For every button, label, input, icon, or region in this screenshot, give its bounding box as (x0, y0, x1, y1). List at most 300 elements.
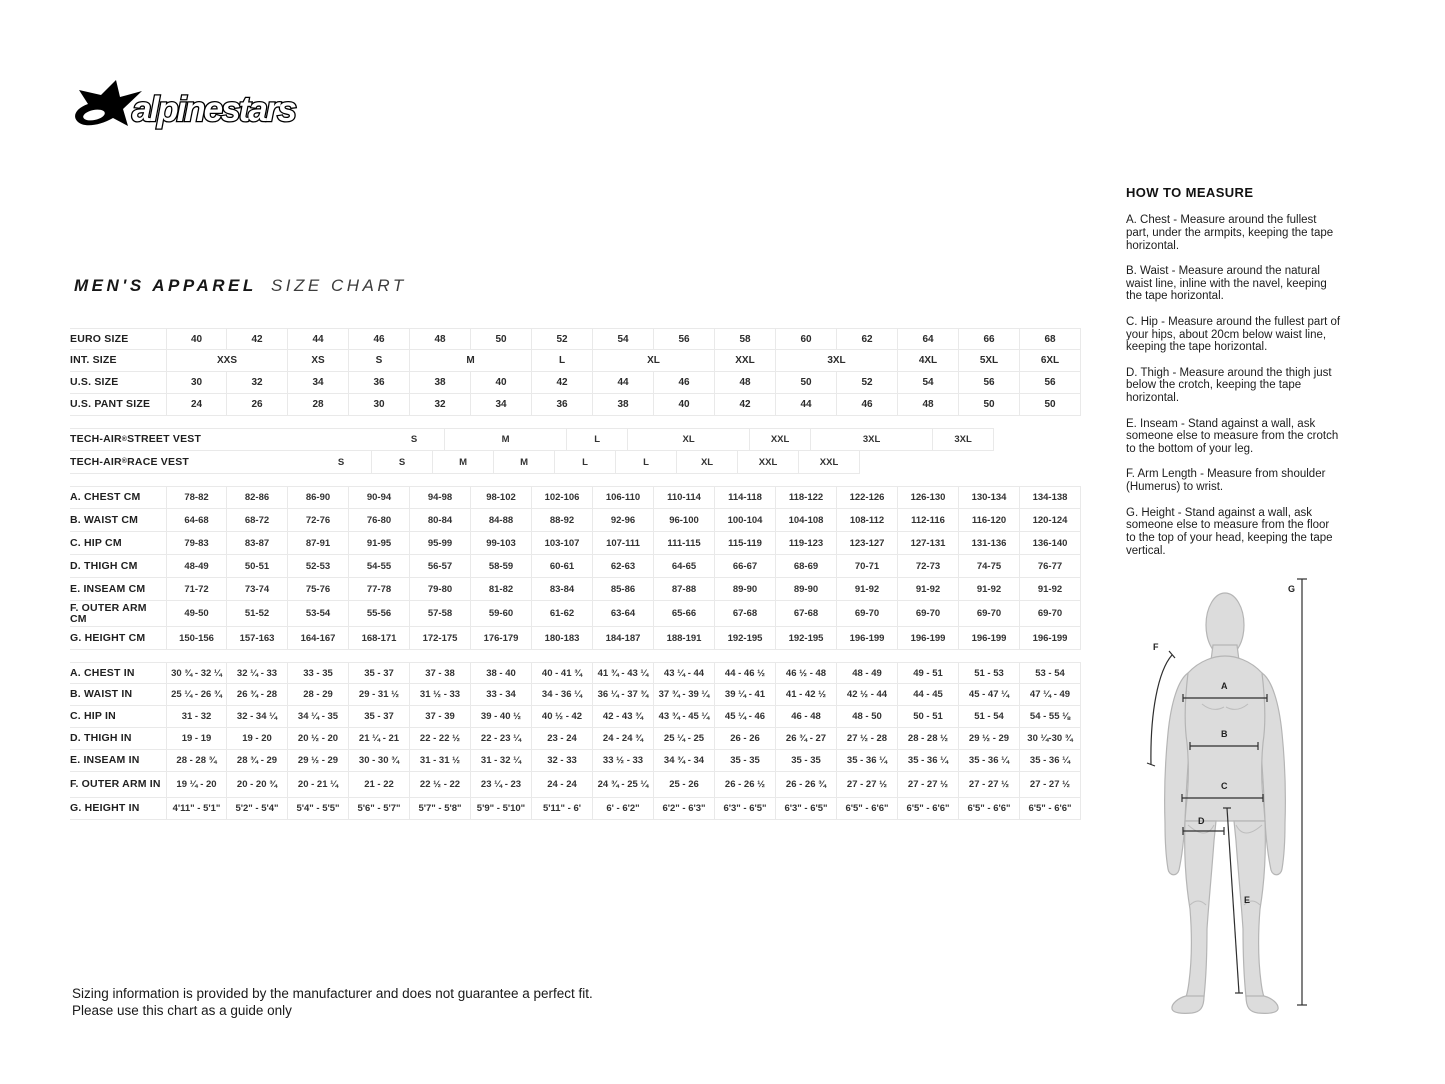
row-label: C. HIP IN (70, 706, 166, 728)
size-cell: 37 ¾ - 39 ¼ (654, 684, 715, 706)
size-cell: 108-112 (837, 509, 898, 532)
size-cell: 64 (898, 328, 959, 350)
size-cell: 76-77 (1020, 555, 1081, 578)
size-cell: 47 ¼ - 49 (1020, 684, 1081, 706)
howto-item: E. Inseam - Stand against a wall, ask someone else to measure from the crotch to the bottom of your leg. (1126, 417, 1339, 456)
size-cell: 30 ¼-30 ¾ (1020, 728, 1081, 750)
size-cell: 196-199 (898, 627, 959, 650)
row-label: EURO SIZE (70, 328, 166, 350)
size-cell: 35 - 36 ¼ (837, 750, 898, 772)
row-label: D. THIGH CM (70, 555, 166, 578)
size-cell: 40 (166, 328, 227, 350)
row-label: G. HEIGHT CM (70, 627, 166, 650)
size-cell: 49-50 (166, 601, 227, 627)
table-row (70, 350, 1082, 372)
row-label: A. CHEST IN (70, 662, 166, 684)
size-cell: 5'7" - 5'8" (410, 798, 471, 820)
size-cell: 4'11" - 5'1" (166, 798, 227, 820)
size-cell: L (616, 451, 677, 474)
howto-item: G. Height - Stand against a wall, ask someone else to measure from the floor to the top of your head, keeping the tape vertical. (1126, 506, 1333, 557)
size-cell: 26 ¾ - 28 (227, 684, 288, 706)
table-row (70, 684, 1082, 706)
size-cell: 31 ½ - 33 (410, 684, 471, 706)
size-cell: 35 - 35 (715, 750, 776, 772)
size-cell: 49 - 51 (898, 662, 959, 684)
table-row (70, 394, 1082, 416)
size-cell: 50-51 (227, 555, 288, 578)
size-cell: 91-92 (1020, 578, 1081, 601)
table-gap (70, 474, 1082, 486)
size-cell: 34 ¼ - 35 (288, 706, 349, 728)
size-cell: 85-86 (593, 578, 654, 601)
size-cell: 44 - 45 (898, 684, 959, 706)
size-cell: 6'5" - 6'6" (959, 798, 1020, 820)
size-cell: S (372, 451, 433, 474)
size-cell: 75-76 (288, 578, 349, 601)
size-cell: 168-171 (349, 627, 410, 650)
size-cell: 82-86 (227, 486, 288, 509)
size-cell: 67-68 (715, 601, 776, 627)
size-cell: 29 ½ - 29 (959, 728, 1020, 750)
size-cell: 91-92 (837, 578, 898, 601)
size-cell: 34 (288, 372, 349, 394)
size-cell: 21 ¼ - 21 (349, 728, 410, 750)
size-cell: 84-88 (471, 509, 532, 532)
size-cell: 150-156 (166, 627, 227, 650)
size-cell: 157-163 (227, 627, 288, 650)
row-label: F. OUTER ARM IN (70, 772, 166, 798)
size-cell: 30 (349, 394, 410, 416)
size-table (70, 328, 1082, 820)
size-cell: 29 ½ - 29 (288, 750, 349, 772)
size-cell: 58 (715, 328, 776, 350)
size-cell: 40 (654, 394, 715, 416)
size-cell: 102-106 (532, 486, 593, 509)
size-cell: 88-92 (532, 509, 593, 532)
size-cell: 56 (1020, 372, 1081, 394)
size-cell: 58-59 (471, 555, 532, 578)
size-cell: 41 ¾ - 43 ¼ (593, 662, 654, 684)
size-cell: 48 (410, 328, 471, 350)
size-cell: 87-91 (288, 532, 349, 555)
row-label: U.S. SIZE (70, 372, 166, 394)
table-row (70, 706, 1082, 728)
size-cell: 30 (166, 372, 227, 394)
howto-item: A. Chest - Measure around the fullest part, under the armpits, keeping the tape horizontal. (1126, 214, 1334, 252)
size-cell: 80-84 (410, 509, 471, 532)
size-cell: XXL (799, 451, 860, 474)
size-cell: 72-76 (288, 509, 349, 532)
size-cell: 69-70 (1020, 601, 1081, 627)
size-cell: 28 (288, 394, 349, 416)
size-cell: 3XL (933, 428, 994, 451)
size-cell: 26 (227, 394, 288, 416)
size-cell: 52-53 (288, 555, 349, 578)
size-cell: 48-49 (166, 555, 227, 578)
size-cell: 62-63 (593, 555, 654, 578)
size-cell: 188-191 (654, 627, 715, 650)
size-cell: 50 (471, 328, 532, 350)
size-cell: 39 - 40 ½ (471, 706, 532, 728)
size-cell: 56-57 (410, 555, 471, 578)
table-row (70, 662, 1082, 684)
measurement-figure (1140, 573, 1315, 1023)
size-cell: 33 - 35 (288, 662, 349, 684)
table-row (70, 555, 1082, 578)
size-cell: M (445, 428, 567, 451)
size-cell: 95-99 (410, 532, 471, 555)
size-cell: 35 - 35 (776, 750, 837, 772)
size-cell: 6'5" - 6'6" (1020, 798, 1081, 820)
size-cell: 6XL (1020, 350, 1081, 372)
size-cell: 56 (654, 328, 715, 350)
size-cell: 60 (776, 328, 837, 350)
size-cell: 83-87 (227, 532, 288, 555)
alpinestars-logo (70, 78, 325, 139)
size-cell: 23 - 24 (532, 728, 593, 750)
size-cell: 52 (837, 372, 898, 394)
size-cell: 48 (898, 394, 959, 416)
thigh-label: D (1198, 816, 1205, 826)
size-cell: 57-58 (410, 601, 471, 627)
row-label: G. HEIGHT IN (70, 798, 166, 820)
size-cell: 34 - 36 ¼ (532, 684, 593, 706)
table-row (70, 509, 1082, 532)
size-cell: 32 - 33 (532, 750, 593, 772)
row-label: B. WAIST CM (70, 509, 166, 532)
empty-cell (860, 451, 1104, 474)
how-to-measure-heading: HOW TO MEASURE (1126, 185, 1254, 200)
size-cell: 59-60 (471, 601, 532, 627)
size-cell: 5XL (959, 350, 1020, 372)
size-cell: 131-136 (959, 532, 1020, 555)
size-cell: 32 (410, 394, 471, 416)
size-cell: 46 (349, 328, 410, 350)
size-cell: 45 - 47 ¼ (959, 684, 1020, 706)
size-cell: 71-72 (166, 578, 227, 601)
size-cell: 6' - 6'2" (593, 798, 654, 820)
size-cell: 27 - 27 ½ (898, 772, 959, 798)
size-cell: 87-88 (654, 578, 715, 601)
size-cell: 48 - 49 (837, 662, 898, 684)
size-cell: 64-65 (654, 555, 715, 578)
size-cell: 62 (837, 328, 898, 350)
how-to-measure (1126, 185, 1342, 570)
size-cell: M (410, 350, 532, 372)
size-cell: 136-140 (1020, 532, 1081, 555)
size-cell: 36 (532, 394, 593, 416)
size-cell: 21 - 22 (349, 772, 410, 798)
size-cell: 3XL (776, 350, 898, 372)
size-cell: 27 - 27 ½ (1020, 772, 1081, 798)
row-label: INT. SIZE (70, 350, 166, 372)
size-cell: 5'2" - 5'4" (227, 798, 288, 820)
size-cell: 38 (593, 394, 654, 416)
size-cell: 25 ¼ - 26 ¾ (166, 684, 227, 706)
row-label: F. OUTER ARM CM (70, 601, 166, 627)
size-cell: 123-127 (837, 532, 898, 555)
size-cell: 100-104 (715, 509, 776, 532)
size-cell: 112-116 (898, 509, 959, 532)
size-cell: 43 ¼ - 44 (654, 662, 715, 684)
size-cell: 36 (349, 372, 410, 394)
size-cell: 54 (593, 328, 654, 350)
size-cell: 27 - 27 ½ (959, 772, 1020, 798)
table-row (70, 750, 1082, 772)
size-cell: 50 (1020, 394, 1081, 416)
size-cell: 27 - 27 ½ (837, 772, 898, 798)
size-cell: 89-90 (715, 578, 776, 601)
size-cell: 42 (532, 372, 593, 394)
table-row (70, 532, 1082, 555)
size-cell: 68-72 (227, 509, 288, 532)
size-cell: 26 - 26 (715, 728, 776, 750)
size-cell: 122-126 (837, 486, 898, 509)
howto-item: B. Waist - Measure around the natural waist line, inline with the navel, keeping the tape horizontal. (1126, 264, 1327, 303)
size-cell: 29 - 31 ½ (349, 684, 410, 706)
size-cell: 20 - 20 ¾ (227, 772, 288, 798)
size-cell: 39 ¼ - 41 (715, 684, 776, 706)
row-label: TECH-AIR ® RACE VEST (70, 451, 189, 474)
size-cell: 46 (837, 394, 898, 416)
size-cell: 180-183 (532, 627, 593, 650)
size-cell: 20 - 21 ¼ (288, 772, 349, 798)
size-cell: 6'5" - 6'6" (837, 798, 898, 820)
size-cell: 35 - 36 ¼ (1020, 750, 1081, 772)
size-cell: XL (677, 451, 738, 474)
size-cell: 5'4" - 5'5" (288, 798, 349, 820)
size-cell: 51 - 53 (959, 662, 1020, 684)
size-cell: 26 ¾ - 27 (776, 728, 837, 750)
table-row (70, 328, 1082, 350)
size-cell: 50 (959, 394, 1020, 416)
size-cell: 134-138 (1020, 486, 1081, 509)
table-row (70, 486, 1082, 509)
size-cell: S (311, 451, 372, 474)
size-cell: 46 - 48 (776, 706, 837, 728)
size-cell: 42 ½ - 44 (837, 684, 898, 706)
size-cell: 45 ¼ - 46 (715, 706, 776, 728)
size-cell: L (555, 451, 616, 474)
size-cell: 32 - 34 ¼ (227, 706, 288, 728)
size-cell: 35 - 36 ¼ (898, 750, 959, 772)
size-cell: 50 - 51 (898, 706, 959, 728)
size-cell: 32 ¼ - 33 (227, 662, 288, 684)
size-cell: 35 - 37 (349, 706, 410, 728)
size-cell: 19 - 19 (166, 728, 227, 750)
size-cell: S (349, 350, 410, 372)
size-cell: 196-199 (1020, 627, 1081, 650)
size-cell: 66-67 (715, 555, 776, 578)
size-cell: 27 ½ - 28 (837, 728, 898, 750)
size-cell: 24 - 24 ¾ (593, 728, 654, 750)
size-cell: 107-111 (593, 532, 654, 555)
page-title-primary: MEN'S APPAREL (74, 276, 257, 295)
table-gap (70, 416, 1082, 428)
size-cell: 79-80 (410, 578, 471, 601)
size-cell: 55-56 (349, 601, 410, 627)
size-cell: 91-92 (959, 578, 1020, 601)
size-cell: 164-167 (288, 627, 349, 650)
size-cell: 31 - 32 ¼ (471, 750, 532, 772)
size-cell: 61-62 (532, 601, 593, 627)
size-cell: 51 - 54 (959, 706, 1020, 728)
size-cell: 31 - 32 (166, 706, 227, 728)
size-cell: 6'3" - 6'5" (776, 798, 837, 820)
howto-item: F. Arm Length - Measure from shoulder (Humerus) to wrist. (1126, 468, 1326, 494)
row-label: E. INSEAM IN (70, 750, 166, 772)
size-cell: 42 (227, 328, 288, 350)
size-cell: 98-102 (471, 486, 532, 509)
size-cell: 65-66 (654, 601, 715, 627)
size-cell: 5'6" - 5'7" (349, 798, 410, 820)
size-cell: 6'3" - 6'5" (715, 798, 776, 820)
howto-item: C. Hip - Measure around the fullest part of your hips, about 20cm below waist line, keeping the tape horizontal. (1126, 315, 1341, 354)
size-cell: 44 (288, 328, 349, 350)
howto-items (1126, 214, 1342, 558)
size-cell: 106-110 (593, 486, 654, 509)
size-cell: 5'9" - 5'10" (471, 798, 532, 820)
size-cell: 40 (471, 372, 532, 394)
size-cell: 92-96 (593, 509, 654, 532)
size-cell: 6'5" - 6'6" (898, 798, 959, 820)
size-cell: XXL (715, 350, 776, 372)
size-cell: 110-114 (654, 486, 715, 509)
size-cell: 4XL (898, 350, 959, 372)
size-cell: 66 (959, 328, 1020, 350)
size-cell: 51-52 (227, 601, 288, 627)
size-cell: 89-90 (776, 578, 837, 601)
size-cell: L (567, 428, 628, 451)
size-cell: XL (628, 428, 750, 451)
hip-label: C (1221, 781, 1228, 791)
size-cell: 64-68 (166, 509, 227, 532)
size-cell: XXS (166, 350, 288, 372)
table-row (70, 578, 1082, 601)
page-title-secondary: SIZE CHART (270, 276, 407, 295)
size-cell: 31 - 31 ½ (410, 750, 471, 772)
size-cell: L (532, 350, 593, 372)
size-cell: 127-131 (898, 532, 959, 555)
empty-cell (994, 428, 1116, 451)
table-row (70, 798, 1082, 820)
page-title (74, 276, 407, 296)
size-cell: 69-70 (959, 601, 1020, 627)
size-cell: 34 (471, 394, 532, 416)
size-cell: 26 - 26 ½ (715, 772, 776, 798)
size-cell: 77-78 (349, 578, 410, 601)
table-row (70, 772, 1082, 798)
size-cell: 91-95 (349, 532, 410, 555)
size-cell: 68 (1020, 328, 1081, 350)
row-label: U.S. PANT SIZE (70, 394, 166, 416)
row-label: D. THIGH IN (70, 728, 166, 750)
size-cell: 33 - 34 (471, 684, 532, 706)
table-gap (70, 650, 1082, 662)
row-label: A. CHEST CM (70, 486, 166, 509)
size-cell: M (433, 451, 494, 474)
size-cell: 76-80 (349, 509, 410, 532)
size-cell: 118-122 (776, 486, 837, 509)
size-cell: 83-84 (532, 578, 593, 601)
size-cell: 69-70 (898, 601, 959, 627)
size-cell: 25 ¼ - 25 (654, 728, 715, 750)
size-cell: 42 (715, 394, 776, 416)
size-cell: 35 - 36 ¼ (959, 750, 1020, 772)
size-cell: 74-75 (959, 555, 1020, 578)
size-cell: 22 ½ - 22 (410, 772, 471, 798)
size-cell: 68-69 (776, 555, 837, 578)
size-cell: 37 - 38 (410, 662, 471, 684)
size-cell: 63-64 (593, 601, 654, 627)
alpinestars-logo-text: alpinestars (132, 90, 295, 129)
size-cell: 22 - 23 ¼ (471, 728, 532, 750)
empty-cell (189, 451, 311, 474)
size-cell: 44 - 46 ½ (715, 662, 776, 684)
size-cell: 19 - 20 (227, 728, 288, 750)
size-cell: 111-115 (654, 532, 715, 555)
size-cell: 22 - 22 ½ (410, 728, 471, 750)
size-cell: 32 (227, 372, 288, 394)
size-cell: 114-118 (715, 486, 776, 509)
size-cell: 28 - 28 ¾ (166, 750, 227, 772)
size-cell: 54-55 (349, 555, 410, 578)
empty-cell (201, 428, 384, 451)
size-cell: 46 ½ - 48 (776, 662, 837, 684)
size-cell: 35 - 37 (349, 662, 410, 684)
size-cell: 42 - 43 ¾ (593, 706, 654, 728)
size-cell: 130-134 (959, 486, 1020, 509)
size-cell: 52 (532, 328, 593, 350)
size-cell: 67-68 (776, 601, 837, 627)
size-cell: 28 - 29 (288, 684, 349, 706)
size-cell: 79-83 (166, 532, 227, 555)
size-cell: 3XL (811, 428, 933, 451)
size-cell: 28 - 28 ½ (898, 728, 959, 750)
size-cell: 41 - 42 ½ (776, 684, 837, 706)
table-row (70, 601, 1082, 627)
size-cell: 56 (959, 372, 1020, 394)
size-cell: 90-94 (349, 486, 410, 509)
size-cell: 28 ¾ - 29 (227, 750, 288, 772)
size-cell: 30 ¾ - 32 ¼ (166, 662, 227, 684)
size-cell: 38 (410, 372, 471, 394)
inseam-label: E (1244, 895, 1251, 905)
disclaimer (72, 985, 593, 1019)
size-cell: XXL (738, 451, 799, 474)
row-label: E. INSEAM CM (70, 578, 166, 601)
size-cell: 46 (654, 372, 715, 394)
size-cell: 24 (166, 394, 227, 416)
size-cell: 54 - 55 ⅛ (1020, 706, 1081, 728)
size-cell: 33 ½ - 33 (593, 750, 654, 772)
size-cell: 99-103 (471, 532, 532, 555)
size-cell: 72-73 (898, 555, 959, 578)
size-cell: 86-90 (288, 486, 349, 509)
size-cell: 192-195 (715, 627, 776, 650)
table-row (70, 728, 1082, 750)
size-cell: 116-120 (959, 509, 1020, 532)
row-label: C. HIP CM (70, 532, 166, 555)
size-cell: XXL (750, 428, 811, 451)
size-cell: 38 - 40 (471, 662, 532, 684)
size-cell: 6'2" - 6'3" (654, 798, 715, 820)
size-cell: 192-195 (776, 627, 837, 650)
size-cell: 23 ¼ - 23 (471, 772, 532, 798)
size-cell: 20 ½ - 20 (288, 728, 349, 750)
size-cell: 26 - 26 ¾ (776, 772, 837, 798)
arm-label: F (1153, 642, 1159, 652)
